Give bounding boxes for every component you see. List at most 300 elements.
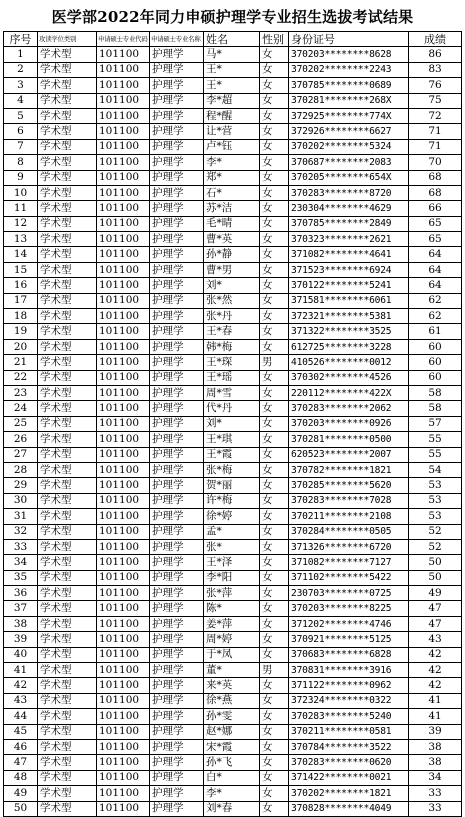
cell-id-number: 370921********5125 — [289, 632, 409, 647]
cell-gender: 女 — [260, 432, 289, 447]
cell-name: 陈* — [204, 601, 260, 616]
cell-degree-type: 学术型 — [38, 570, 97, 585]
cell-name: 张* — [204, 539, 260, 554]
cell-name: 张*然 — [204, 293, 260, 308]
cell-major-code: 101100 — [97, 509, 150, 524]
cell-score: 34 — [409, 770, 462, 785]
cell-major-code: 101100 — [97, 524, 150, 539]
cell-major-code: 101100 — [97, 385, 150, 400]
cell-degree-type: 学术型 — [38, 586, 97, 601]
cell-degree-type: 学术型 — [38, 416, 97, 431]
cell-score: 60 — [409, 370, 462, 385]
cell-gender: 女 — [260, 632, 289, 647]
cell-major-code: 101100 — [97, 247, 150, 262]
cell-score: 66 — [409, 201, 462, 216]
cell-name: 王*琪 — [204, 432, 260, 447]
cell-id-number: 371326********6720 — [289, 539, 409, 554]
cell-name: 王*瑶 — [204, 370, 260, 385]
cell-index: 41 — [4, 663, 38, 678]
table-row — [4, 616, 462, 631]
cell-major-name: 护理学 — [150, 770, 204, 785]
cell-major-code: 101100 — [97, 786, 150, 801]
cell-gender: 女 — [260, 201, 289, 216]
cell-degree-type: 学术型 — [38, 786, 97, 801]
cell-score: 64 — [409, 247, 462, 262]
cell-id-number: 370283********8720 — [289, 185, 409, 200]
cell-score: 83 — [409, 62, 462, 77]
cell-name: 刘* — [204, 416, 260, 431]
table-body — [4, 47, 462, 817]
cell-major-name: 护理学 — [150, 678, 204, 693]
cell-gender: 女 — [260, 786, 289, 801]
cell-major-code: 101100 — [97, 632, 150, 647]
cell-gender: 女 — [260, 601, 289, 616]
cell-major-code: 101100 — [97, 78, 150, 93]
cell-major-code: 101100 — [97, 647, 150, 662]
cell-index: 47 — [4, 755, 38, 770]
cell-name: 孙*雯 — [204, 709, 260, 724]
cell-name: 李* — [204, 155, 260, 170]
cell-degree-type: 学术型 — [38, 616, 97, 631]
cell-gender: 女 — [260, 124, 289, 139]
cell-index: 30 — [4, 493, 38, 508]
cell-degree-type: 学术型 — [38, 232, 97, 247]
cell-degree-type: 学术型 — [38, 493, 97, 508]
cell-name: 李* — [204, 786, 260, 801]
cell-gender: 女 — [260, 185, 289, 200]
cell-major-code: 101100 — [97, 124, 150, 139]
cell-major-name: 护理学 — [150, 309, 204, 324]
table-row — [4, 693, 462, 708]
cell-score: 47 — [409, 616, 462, 631]
table-row — [4, 509, 462, 524]
cell-degree-type: 学术型 — [38, 185, 97, 200]
cell-name: 王* — [204, 62, 260, 77]
cell-major-name: 护理学 — [150, 185, 204, 200]
cell-degree-type: 学术型 — [38, 370, 97, 385]
cell-major-code: 101100 — [97, 693, 150, 708]
cell-major-code: 101100 — [97, 709, 150, 724]
cell-index: 48 — [4, 770, 38, 785]
cell-index: 28 — [4, 462, 38, 477]
cell-score: 38 — [409, 739, 462, 754]
cell-major-name: 护理学 — [150, 262, 204, 277]
cell-score: 58 — [409, 401, 462, 416]
cell-major-code: 101100 — [97, 663, 150, 678]
cell-index: 44 — [4, 709, 38, 724]
cell-id-number: 370122********5241 — [289, 278, 409, 293]
cell-degree-type: 学术型 — [38, 124, 97, 139]
cell-gender: 女 — [260, 385, 289, 400]
cell-index: 46 — [4, 739, 38, 754]
cell-major-name: 护理学 — [150, 462, 204, 477]
cell-degree-type: 学术型 — [38, 139, 97, 154]
cell-gender: 女 — [260, 370, 289, 385]
cell-gender: 女 — [260, 770, 289, 785]
cell-gender: 女 — [260, 47, 289, 62]
cell-major-name: 护理学 — [150, 155, 204, 170]
cell-score: 65 — [409, 232, 462, 247]
cell-major-code: 101100 — [97, 170, 150, 185]
cell-major-name: 护理学 — [150, 693, 204, 708]
cell-degree-type: 学术型 — [38, 632, 97, 647]
cell-major-name: 护理学 — [150, 324, 204, 339]
cell-major-code: 101100 — [97, 801, 150, 816]
cell-gender: 女 — [260, 78, 289, 93]
cell-major-name: 护理学 — [150, 293, 204, 308]
cell-name: 曹*英 — [204, 232, 260, 247]
cell-index: 42 — [4, 678, 38, 693]
cell-index: 17 — [4, 293, 38, 308]
column-header-index: 序号 — [4, 32, 38, 47]
cell-id-number: 370205********654X — [289, 170, 409, 185]
cell-gender: 女 — [260, 709, 289, 724]
cell-id-number: 370283********7028 — [289, 493, 409, 508]
cell-degree-type: 学术型 — [38, 385, 97, 400]
cell-name: 代*丹 — [204, 401, 260, 416]
cell-score: 64 — [409, 262, 462, 277]
cell-score: 60 — [409, 339, 462, 354]
cell-degree-type: 学术型 — [38, 539, 97, 554]
cell-index: 22 — [4, 370, 38, 385]
cell-index: 1 — [4, 47, 38, 62]
cell-gender: 女 — [260, 324, 289, 339]
cell-gender: 女 — [260, 293, 289, 308]
table-row — [4, 601, 462, 616]
cell-gender: 女 — [260, 724, 289, 739]
cell-index: 45 — [4, 724, 38, 739]
table-row — [4, 401, 462, 416]
table-row — [4, 185, 462, 200]
cell-index: 11 — [4, 201, 38, 216]
cell-degree-type: 学术型 — [38, 709, 97, 724]
cell-score: 43 — [409, 632, 462, 647]
cell-major-code: 101100 — [97, 370, 150, 385]
cell-major-code: 101100 — [97, 770, 150, 785]
cell-major-code: 101100 — [97, 185, 150, 200]
cell-degree-type: 学术型 — [38, 47, 97, 62]
cell-id-number: 371523********6924 — [289, 262, 409, 277]
cell-name: 张*梅 — [204, 462, 260, 477]
cell-id-number: 612725********3228 — [289, 339, 409, 354]
table-row — [4, 309, 462, 324]
table-row — [4, 647, 462, 662]
cell-major-name: 护理学 — [150, 370, 204, 385]
cell-major-code: 101100 — [97, 232, 150, 247]
cell-major-name: 护理学 — [150, 709, 204, 724]
cell-name: 来*英 — [204, 678, 260, 693]
cell-name: 白* — [204, 770, 260, 785]
cell-major-name: 护理学 — [150, 601, 204, 616]
table-row — [4, 739, 462, 754]
cell-degree-type: 学术型 — [38, 432, 97, 447]
cell-gender: 女 — [260, 262, 289, 277]
cell-gender: 女 — [260, 62, 289, 77]
cell-index: 16 — [4, 278, 38, 293]
cell-degree-type: 学术型 — [38, 447, 97, 462]
cell-name: 王*春 — [204, 324, 260, 339]
cell-index: 50 — [4, 801, 38, 816]
cell-index: 7 — [4, 139, 38, 154]
cell-score: 49 — [409, 586, 462, 601]
cell-id-number: 370683********6828 — [289, 647, 409, 662]
table-row — [4, 478, 462, 493]
table-row — [4, 663, 462, 678]
cell-degree-type: 学术型 — [38, 201, 97, 216]
cell-id-number: 371082********4641 — [289, 247, 409, 262]
table-row — [4, 216, 462, 231]
cell-gender: 女 — [260, 570, 289, 585]
cell-index: 9 — [4, 170, 38, 185]
column-header-major-name: 申请硕士专业名称 — [150, 32, 204, 47]
cell-name: 张*萍 — [204, 586, 260, 601]
cell-id-number: 372926********6627 — [289, 124, 409, 139]
cell-name: 董* — [204, 663, 260, 678]
cell-major-name: 护理学 — [150, 108, 204, 123]
cell-score: 76 — [409, 78, 462, 93]
cell-index: 39 — [4, 632, 38, 647]
cell-score: 52 — [409, 539, 462, 554]
cell-id-number: 410526********0012 — [289, 355, 409, 370]
table-row — [4, 755, 462, 770]
cell-name: 张*丹 — [204, 309, 260, 324]
table-row — [4, 93, 462, 108]
cell-major-name: 护理学 — [150, 509, 204, 524]
table-row — [4, 493, 462, 508]
cell-name: 贺*丽 — [204, 478, 260, 493]
cell-index: 18 — [4, 309, 38, 324]
cell-score: 72 — [409, 108, 462, 123]
cell-gender: 女 — [260, 232, 289, 247]
cell-name: 苏*洁 — [204, 201, 260, 216]
cell-major-name: 护理学 — [150, 216, 204, 231]
table-row — [4, 370, 462, 385]
column-header-id-number: 身份证号 — [289, 32, 409, 47]
cell-score: 68 — [409, 170, 462, 185]
cell-id-number: 370202********5324 — [289, 139, 409, 154]
cell-major-name: 护理学 — [150, 47, 204, 62]
cell-major-name: 护理学 — [150, 170, 204, 185]
cell-gender: 女 — [260, 739, 289, 754]
cell-major-code: 101100 — [97, 539, 150, 554]
cell-index: 4 — [4, 93, 38, 108]
table-row — [4, 247, 462, 262]
cell-index: 20 — [4, 339, 38, 354]
cell-major-name: 护理学 — [150, 801, 204, 816]
cell-gender: 女 — [260, 493, 289, 508]
cell-id-number: 370785********2849 — [289, 216, 409, 231]
cell-score: 60 — [409, 355, 462, 370]
table-row — [4, 462, 462, 477]
cell-name: 周*雪 — [204, 385, 260, 400]
cell-index: 21 — [4, 355, 38, 370]
cell-gender: 女 — [260, 416, 289, 431]
column-header-major-code: 申请硕士专业代码 — [97, 32, 150, 47]
cell-index: 12 — [4, 216, 38, 231]
table-row — [4, 278, 462, 293]
cell-major-code: 101100 — [97, 447, 150, 462]
cell-major-code: 101100 — [97, 355, 150, 370]
table-row — [4, 416, 462, 431]
cell-gender: 男 — [260, 663, 289, 678]
cell-score: 54 — [409, 462, 462, 477]
table-row — [4, 539, 462, 554]
cell-index: 49 — [4, 786, 38, 801]
cell-name: 周*婷 — [204, 632, 260, 647]
cell-index: 24 — [4, 401, 38, 416]
cell-degree-type: 学术型 — [38, 524, 97, 539]
cell-degree-type: 学术型 — [38, 309, 97, 324]
cell-id-number: 372925********774X — [289, 108, 409, 123]
cell-major-name: 护理学 — [150, 432, 204, 447]
cell-id-number: 371102********5422 — [289, 570, 409, 585]
cell-gender: 女 — [260, 139, 289, 154]
cell-gender: 女 — [260, 170, 289, 185]
cell-major-name: 护理学 — [150, 416, 204, 431]
cell-gender: 女 — [260, 309, 289, 324]
results-table — [3, 31, 462, 817]
cell-name: 许*梅 — [204, 493, 260, 508]
cell-index: 27 — [4, 447, 38, 462]
cell-degree-type: 学术型 — [38, 801, 97, 816]
cell-index: 36 — [4, 586, 38, 601]
cell-name: 石* — [204, 185, 260, 200]
cell-name: 毛*晴 — [204, 216, 260, 231]
column-header-degree-type: 攻读学位类别 — [38, 32, 97, 47]
cell-degree-type: 学术型 — [38, 216, 97, 231]
cell-id-number: 370283********5240 — [289, 709, 409, 724]
cell-degree-type: 学术型 — [38, 155, 97, 170]
cell-degree-type: 学术型 — [38, 93, 97, 108]
cell-score: 65 — [409, 216, 462, 231]
cell-index: 5 — [4, 108, 38, 123]
cell-gender: 女 — [260, 509, 289, 524]
cell-major-name: 护理学 — [150, 524, 204, 539]
cell-index: 37 — [4, 601, 38, 616]
cell-score: 53 — [409, 509, 462, 524]
cell-major-name: 护理学 — [150, 616, 204, 631]
cell-id-number: 372321********5381 — [289, 309, 409, 324]
cell-score: 52 — [409, 524, 462, 539]
cell-major-name: 护理学 — [150, 539, 204, 554]
cell-score: 33 — [409, 786, 462, 801]
cell-score: 50 — [409, 555, 462, 570]
cell-name: 徐*婷 — [204, 509, 260, 524]
cell-score: 53 — [409, 478, 462, 493]
cell-major-code: 101100 — [97, 108, 150, 123]
table-row — [4, 232, 462, 247]
cell-major-code: 101100 — [97, 432, 150, 447]
cell-name: 王*琛 — [204, 355, 260, 370]
cell-score: 55 — [409, 447, 462, 462]
cell-major-name: 护理学 — [150, 647, 204, 662]
cell-id-number: 370202********2243 — [289, 62, 409, 77]
cell-index: 13 — [4, 232, 38, 247]
cell-major-code: 101100 — [97, 601, 150, 616]
table-row — [4, 108, 462, 123]
cell-score: 42 — [409, 678, 462, 693]
cell-id-number: 370203********0926 — [289, 416, 409, 431]
cell-score: 71 — [409, 124, 462, 139]
cell-major-code: 101100 — [97, 724, 150, 739]
cell-major-name: 护理学 — [150, 739, 204, 754]
cell-score: 62 — [409, 309, 462, 324]
cell-gender: 女 — [260, 693, 289, 708]
cell-name: 孟* — [204, 524, 260, 539]
document-title: 医学部2022年同力申硕护理学专业招生选拔考试结果 — [51, 8, 414, 26]
cell-degree-type: 学术型 — [38, 78, 97, 93]
cell-degree-type: 学术型 — [38, 509, 97, 524]
table-row — [4, 586, 462, 601]
cell-major-name: 护理学 — [150, 339, 204, 354]
cell-score: 39 — [409, 724, 462, 739]
cell-name: 郑* — [204, 170, 260, 185]
cell-name: 曹*男 — [204, 262, 260, 277]
cell-gender: 女 — [260, 462, 289, 477]
cell-major-code: 101100 — [97, 216, 150, 231]
cell-major-code: 101100 — [97, 755, 150, 770]
cell-score: 75 — [409, 93, 462, 108]
cell-index: 10 — [4, 185, 38, 200]
cell-major-name: 护理学 — [150, 478, 204, 493]
cell-id-number: 370202********1821 — [289, 786, 409, 801]
cell-gender: 女 — [260, 478, 289, 493]
cell-major-code: 101100 — [97, 278, 150, 293]
cell-major-name: 护理学 — [150, 139, 204, 154]
cell-degree-type: 学术型 — [38, 739, 97, 754]
cell-id-number: 370283********0620 — [289, 755, 409, 770]
cell-name: 程*醒 — [204, 108, 260, 123]
cell-major-code: 101100 — [97, 586, 150, 601]
cell-id-number: 370831********3916 — [289, 663, 409, 678]
cell-gender: 女 — [260, 524, 289, 539]
cell-gender: 女 — [260, 278, 289, 293]
cell-major-name: 护理学 — [150, 586, 204, 601]
cell-name: 王*泽 — [204, 555, 260, 570]
cell-degree-type: 学术型 — [38, 247, 97, 262]
cell-id-number: 230304********4629 — [289, 201, 409, 216]
cell-gender: 女 — [260, 93, 289, 108]
cell-major-code: 101100 — [97, 139, 150, 154]
table-row — [4, 432, 462, 447]
cell-index: 38 — [4, 616, 38, 631]
table-row — [4, 339, 462, 354]
cell-major-name: 护理学 — [150, 663, 204, 678]
cell-index: 6 — [4, 124, 38, 139]
cell-degree-type: 学术型 — [38, 724, 97, 739]
cell-degree-type: 学术型 — [38, 278, 97, 293]
cell-major-code: 101100 — [97, 416, 150, 431]
cell-name: 刘*春 — [204, 801, 260, 816]
cell-gender: 女 — [260, 801, 289, 816]
cell-degree-type: 学术型 — [38, 601, 97, 616]
header-row — [4, 32, 462, 47]
cell-id-number: 371202********4746 — [289, 616, 409, 631]
cell-id-number: 370281********0500 — [289, 432, 409, 447]
cell-degree-type: 学术型 — [38, 324, 97, 339]
cell-major-name: 护理学 — [150, 385, 204, 400]
cell-major-name: 护理学 — [150, 201, 204, 216]
cell-major-name: 护理学 — [150, 724, 204, 739]
table-row — [4, 570, 462, 585]
cell-score: 47 — [409, 601, 462, 616]
table-row — [4, 385, 462, 400]
cell-major-name: 护理学 — [150, 232, 204, 247]
cell-name: 徐*燕 — [204, 693, 260, 708]
cell-major-code: 101100 — [97, 155, 150, 170]
cell-gender: 女 — [260, 647, 289, 662]
cell-index: 25 — [4, 416, 38, 431]
